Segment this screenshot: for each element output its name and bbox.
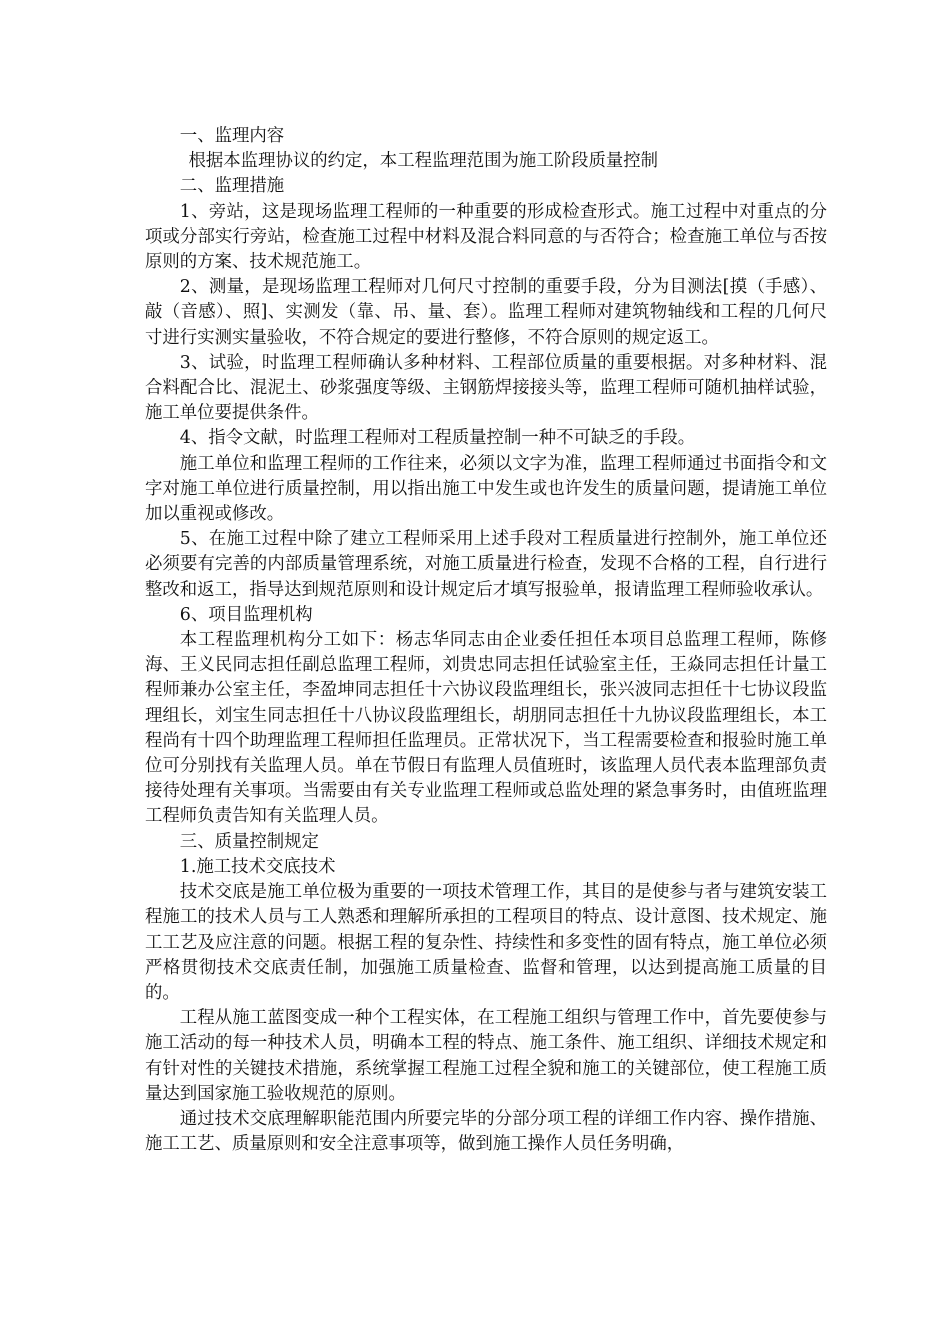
paragraph-supervision-scope: 根据本监理协议的约定，本工程监理范围为施工阶段质量控制 (188, 151, 659, 172)
paragraph-technical-briefing-process: 工程从施工蓝图变成一种个工程实体，在工程施工组织与管理工作中，首先要使参与施工活动的每一种技术人员，明确本工程的特点、施工条件、施工组织、详细技术规定和有针对性的关键技术措施，系统掌握工程施工过程全貌和施工的关键部位，使工程施工质量达到国家施工验收规范的原则。 (145, 1008, 827, 1104)
paragraph-measure-5: 5、在施工过程中除了建立工程师采用上述手段对工程质量进行控制外，施工单位还必须要有完善的内部质量管理系统，对施工质量进行检查，发现不合格的工程，自行进行整改和返工，指导达到规范原则和设计规定后才填写报验单，报请监理工程师验收承认。 (145, 529, 827, 600)
paragraph-measure-2: 2、测量，是现场监理工程师对几何尺寸控制的重要手段，分为目测法[摸（手感）、敲（音感）、照]、实测发（靠、吊、量、套）。监理工程师对建筑物轴线和工程的几何尺寸进行实测实量验收，不符合规定的要进行整修，不符合原则的规定返工。 (145, 277, 827, 348)
paragraph-measure-4: 4、指令文献，时监理工程师对工程质量控制一种不可缺乏的手段。 (179, 428, 696, 449)
section-heading-supervision-content: 一、监理内容 (179, 126, 285, 146)
paragraph-technical-briefing-purpose: 技术交底是施工单位极为重要的一项技术管理工作，其目的是使参与者与建筑安装工程施工的技术人员与工人熟悉和理解所承担的工程项目的特点、设计意图、技术规定、施工工艺及应注意的问题。根据工程的复杂性、持续性和多变性的固有特点，施工单位必须严格贯彻技术交底责任制，加强施工质量检查、监督和管理，以达到提高施工质量的目的。 (145, 882, 827, 1003)
paragraph-correspondence: 施工单位和监理工程师的工作往来，必须以文字为准，监理工程师通过书面指令和文字对施工单位进行质量控制，用以指出施工中发生或也许发生的质量问题，提请施工单位加以重视或修改。 (145, 453, 827, 525)
paragraph-organization-staffing: 本工程监理机构分工如下：杨志华同志由企业委任担任本项目总监理工程师，陈修海、王义民同志担任副总监理工程师，刘贵忠同志担任试验室主任，王焱同志担任计量工程师兼办公室主任，李盈坤同志担任十六协议段监理组长，张兴波同志担任十七协议段监理组长，刘宝生同志担任十八协议段监理组长，胡朋同志担任十九协议段监理组长，本工程尚有十四个助理监理工程师担任监理员。正常状况下，当工程需要检查和报验时施工单位可分别找有关监理人员。单在节假日有监理人员值班时，该监理人员代表本监理部负责接待处理有关事项。当需要由有关专业监理工程师或总监处理的紧急事务时，由值班监理工程师负责告知有关监理人员。 (145, 630, 827, 827)
paragraph-measure-1: 1、旁站，这是现场监理工程师的一种重要的形成检查形式。施工过程中对重点的分项或分部实行旁站，检查施工过程中材料及混合料同意的与否符合；检查施工单位与否按原则的方案、技术规范施工。 (145, 201, 827, 273)
document-body (145, 124, 827, 1157)
section-heading-supervision-measures: 二、监理措施 (179, 176, 285, 197)
paragraph-measure-3: 3、试验，时监理工程师确认多种材料、工程部位质量的重要根据。对多种材料、混合料配合比、混泥土、砂浆强度等级、主钢筋焊接接头等，监理工程师可随机抽样试验，施工单位要提供条件。 (145, 352, 827, 424)
subheading-technical-briefing: 1.施工技术交底技术 (179, 856, 336, 877)
subheading-project-organization: 6、项目监理机构 (179, 604, 313, 625)
section-heading-quality-control: 三、质量控制规定 (179, 831, 319, 852)
paragraph-technical-briefing-outcome: 通过技术交底理解职能范围内所要完毕的分部分项工程的详细工作内容、操作措施、施工工艺、质量原则和安全注意事项等，做到施工操作人员任务明确， (145, 1108, 827, 1155)
